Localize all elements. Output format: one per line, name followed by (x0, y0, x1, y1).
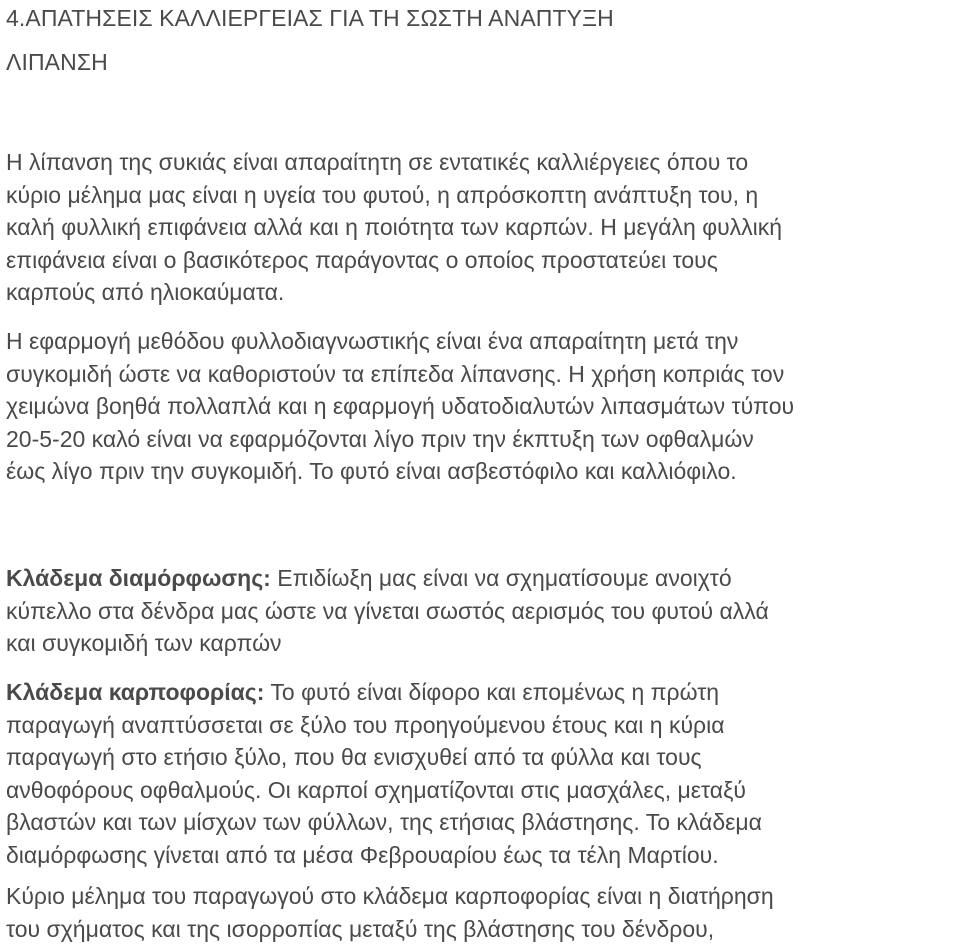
text-line: Η εφαρμογή μεθόδου φυλλοδιαγνωστικής είναι ένα απαραίτητη μετά την (6, 328, 739, 354)
paragraph-leaf-diagnosis (6, 325, 960, 488)
text-line: κύπελλο στα δένδρα μας ώστε να γίνεται σωστός αερισμός του φυτού αλλά (6, 597, 769, 624)
text-line: έως λίγο πριν την συγκομιδή. Το φυτό είναι ασβεστόφιλο και καλλιόφιλο. (6, 458, 737, 484)
text-line: βλαστών και των μίσχων των φύλλων, της ετήσιας βλάστησης. Το κλάδεμα (6, 809, 762, 835)
section-title: 4.ΑΠΑΤΗΣΕΙΣ ΚΑΛΛΙΕΡΓΕΙΑΣ ΓΙΑ ΤΗ ΣΩΣΤΗ ΑΝΑΠΤΥΞΗ (6, 5, 614, 31)
text-line (6, 676, 960, 709)
text-fragment: Το φυτό είναι δίφορο και επομένως η πρώτη (264, 679, 720, 705)
paragraph-fertilization-intro (6, 146, 960, 309)
text-line: καρπούς από ηλιοκαύματα. (6, 279, 285, 305)
text-fragment: Επιδίωξη μας είναι να σχηματίσουμε ανοιχτό (270, 565, 732, 591)
text-line: 20-5-20 καλό είναι να εφαρμόζονται λίγο πριν την έκπτυξη των οφθαλμών (6, 425, 754, 452)
text-line: κύριο μέλημα μας είναι η υγεία του φυτού, η απρόσκοπτη ανάπτυξη του, η (6, 181, 759, 208)
text-line: του σχήματος και της ισορροπίας μεταξύ της βλάστησης του δένδρου, (6, 915, 715, 942)
paragraph-formative-pruning (6, 562, 960, 660)
text-line: επιφάνεια είναι ο βασικότερος παράγοντας ο οποίος προστατεύει τους (6, 246, 718, 273)
text-line: διαμόρφωσης γίνεται από τα μέσα Φεβρουαρίου έως τα τέλη Μαρτίου. (6, 841, 719, 868)
text-line: ανθοφόρους οφθαλμούς. Οι καρποί σχηματίζονται στις μασχάλες, μεταξύ (6, 776, 746, 803)
text-line: παραγωγή αναπτύσσεται σε ξύλο του προηγούμενου έτους και η κύρια (6, 711, 725, 738)
text-line: παραγωγή στο ετήσιο ξύλο, που θα ενισχυθεί από τα φύλλα και τους (6, 744, 702, 770)
term-formative-pruning: Κλάδεμα διαμόρφωσης: (6, 565, 271, 591)
text-line (6, 562, 960, 595)
paragraph-producer-care (6, 880, 960, 945)
text-line: καλή φυλλική επιφάνεια αλλά και η ποιότητα των καρπών. Η μεγάλη φυλλική (6, 214, 783, 240)
text-line: Κύριο μέλημα του παραγωγού στο κλάδεμα καρποφορίας είναι η διατήρηση (6, 883, 774, 909)
term-fruiting-pruning: Κλάδεμα καρποφορίας: (6, 679, 265, 705)
text-line: συγκομιδή ώστε να καθοριστούν τα επίπεδα λίπανσης. Η χρήση κοπριάς τον (6, 360, 785, 387)
subsection-title: ΛΙΠΑΝΣΗ (6, 49, 108, 75)
text-line: Η λίπανση της συκιάς είναι απαραίτητη σε εντατικές καλλιέργειες όπου το (6, 149, 749, 175)
text-line: χειμώνα βοηθά πολλαπλά και η εφαρμογή υδατοδιαλυτών λιπασμάτων τύπου (6, 393, 795, 419)
text-line: και συγκομιδή των καρπών (6, 630, 282, 656)
paragraph-fruiting-pruning (6, 676, 960, 871)
